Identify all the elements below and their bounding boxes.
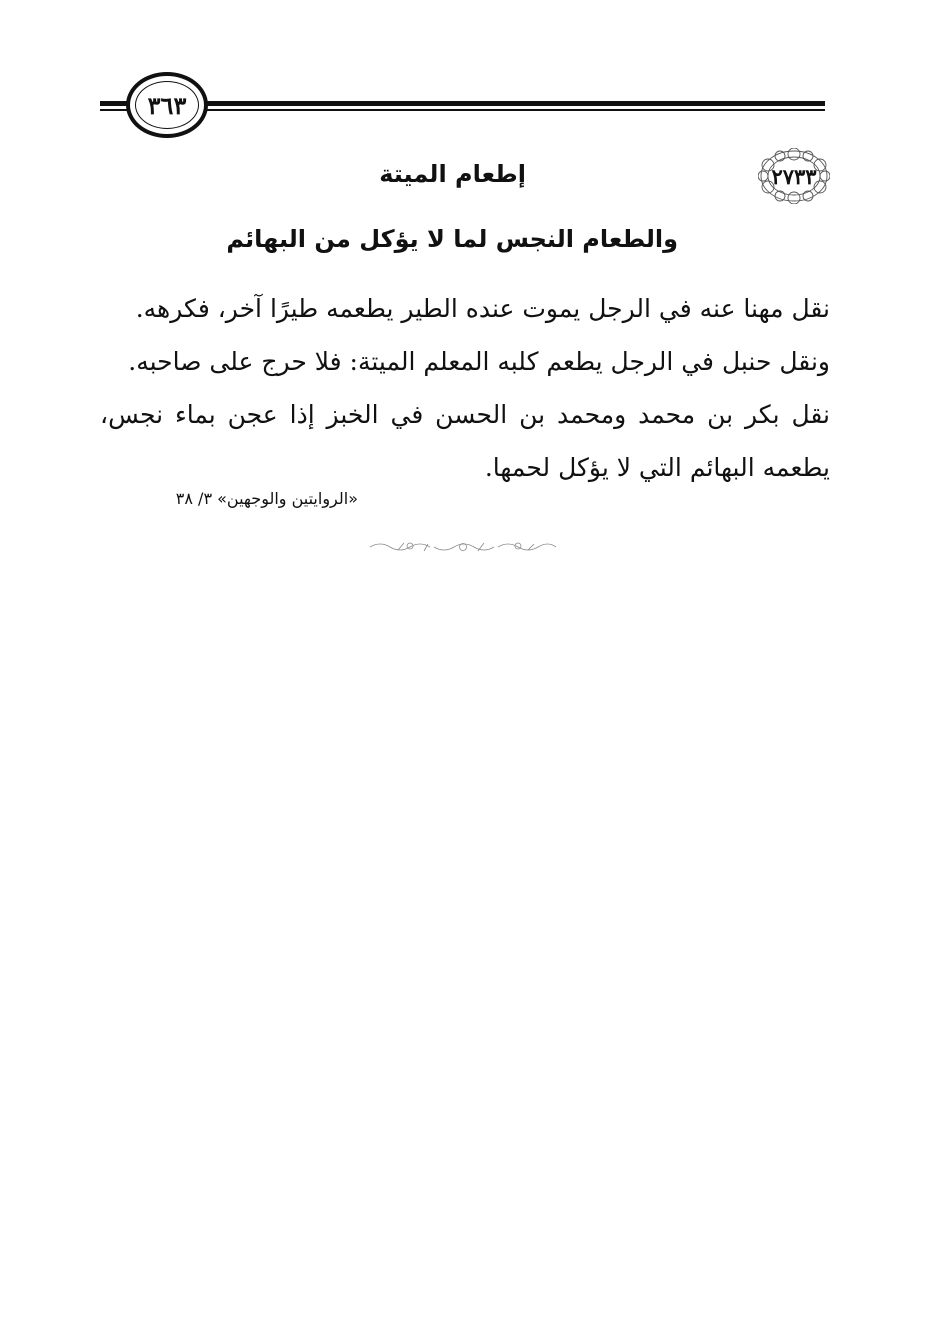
source-citation: «الروايتين والوجهين» ٣/ ٣٨: [175, 489, 358, 508]
header-rule: [100, 98, 825, 114]
paragraph: نقل بكر بن محمد ومحمد بن الحسن في الخبز إذا عجن بماء نجس، يطعمه البهائم التي لا يؤكل لحمها.: [100, 400, 830, 482]
page-number-frame: [126, 72, 208, 138]
header-rule-thin-line: [100, 109, 825, 111]
entry-subtitle: والطعام النجس لما لا يؤكل من البهائم: [226, 225, 678, 253]
ornamental-divider-icon: [368, 540, 558, 554]
paragraph: نقل مهنا عنه في الرجل يموت عنده الطير يطعمه طيرًا آخر، فكرهه.: [135, 294, 830, 323]
page-number: ٣٦٣: [147, 90, 187, 120]
entry-number-badge: [758, 148, 830, 204]
header-rule-thick-line: [100, 101, 825, 106]
entry-number: ٢٧٣٣: [771, 163, 817, 189]
paragraph: ونقل حنبل في الرجل يطعم كلبه المعلم الميتة: فلا حرج على صاحبه.: [128, 347, 830, 376]
body-text: [100, 282, 830, 494]
entry-title: إطعام الميتة: [379, 160, 526, 188]
